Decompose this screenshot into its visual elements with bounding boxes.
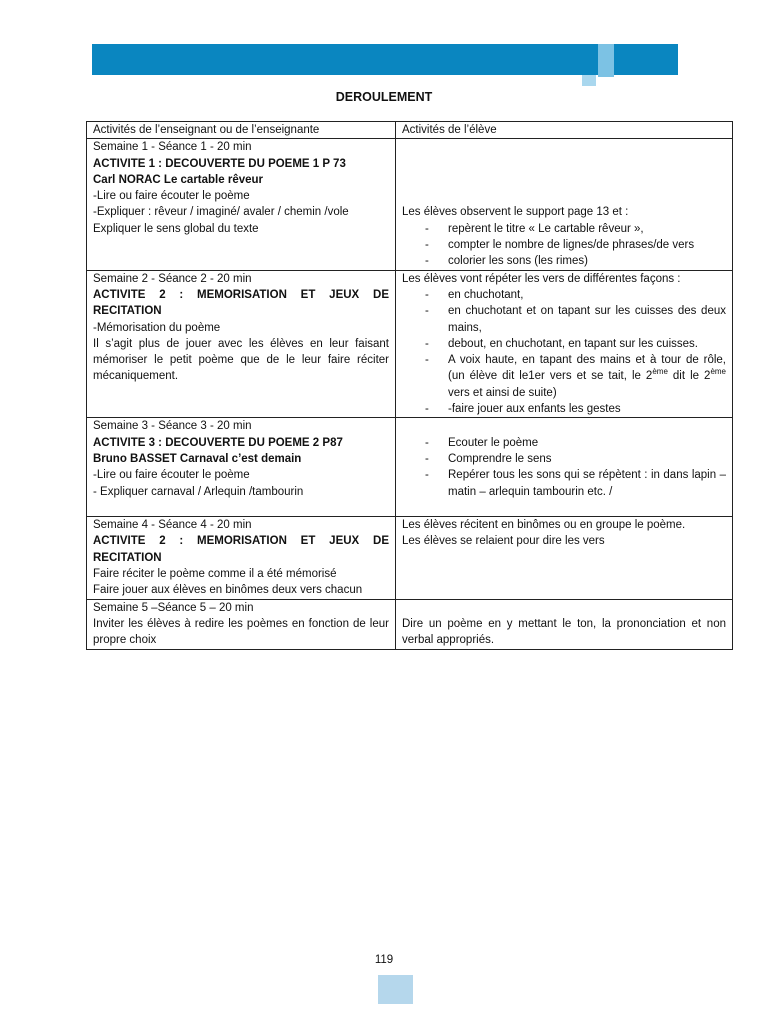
student-list (402, 435, 726, 500)
table-row (87, 270, 733, 418)
text-line: -Lire ou faire écouter le poème (93, 469, 250, 482)
lesson-table (86, 121, 733, 650)
student-cell (396, 517, 733, 599)
list-item: - compter le nombre de lignes/de phrases/de vers (402, 237, 726, 253)
table-row (87, 517, 733, 599)
footer-block (378, 975, 413, 1004)
header-bar (92, 44, 678, 75)
table-header-row (87, 122, 733, 139)
superscript: ème (652, 367, 668, 377)
activity-title: ACTIVITE 3 : DECOUVERTE DU POEME 2 P87 (93, 436, 343, 449)
list-item: - Repérer tous les sons qui se répètent : in dans lapin – matin – arlequin tambourin etc. / (402, 467, 726, 500)
list-item: - colorier les sons (les rimes) (402, 253, 726, 269)
header-decoration-small (582, 75, 596, 86)
activity-title: ACTIVITE 2 : MEMORISATION ET JEUX DE RECITATION (93, 535, 389, 564)
page-number: 119 (374, 954, 394, 966)
session-line: Semaine 1 - Séance 1 - 20 min (93, 141, 252, 154)
header-decoration (598, 44, 614, 77)
text-line: -Mémorisation du poème (93, 321, 221, 334)
teacher-cell (87, 270, 396, 418)
table-row (87, 418, 733, 517)
session-line: Semaine 3 - Séance 3 - 20 min (93, 420, 252, 433)
text-line: - Expliquer carnaval / Arlequin /tambourin (93, 485, 304, 498)
text-line: -Lire ou faire écouter le poème (93, 190, 250, 203)
text-line: Expliquer le sens global du texte (93, 222, 259, 235)
text-line: Faire réciter le poème comme il a été mémorisé (93, 568, 337, 581)
student-intro: Les élèves observent le support page 13 et : (402, 206, 629, 219)
list-item-text: vers et ainsi de suite) (448, 386, 557, 399)
text-line: Dire un poème en y mettant le ton, la prononciation et non verbal appropriés. (402, 617, 726, 647)
list-item: - -faire jouer aux enfants les gestes (402, 401, 726, 417)
teacher-cell (87, 599, 396, 649)
list-item-text: A voix haute, en tapant des mains et à tour de rôle, (un élève dit le1er vers et se tait, le 2 (448, 354, 726, 383)
text-line: Les élèves récitent en binômes ou en groupe le poème. (402, 519, 686, 532)
list-item: - debout, en chuchotant, en tapant sur les cuisses. (402, 336, 726, 352)
session-line: Semaine 5 –Séance 5 – 20 min (93, 601, 254, 614)
student-list (402, 287, 726, 417)
text-line: Inviter les élèves à redire les poèmes en fonction de leur propre choix (93, 617, 389, 647)
text-line: Les élèves se relaient pour dire les vers (402, 535, 605, 548)
activity-title: ACTIVITE 1 : DECOUVERTE DU POEME 1 P 73 (93, 157, 346, 170)
student-list (402, 221, 726, 270)
header-student: Activités de l’élève (396, 122, 733, 139)
list-item: - Comprendre le sens (402, 451, 726, 467)
teacher-cell (87, 139, 396, 270)
table-row (87, 599, 733, 649)
list-item-text: dit le 2 (667, 370, 711, 383)
list-item: - Ecouter le poème (402, 435, 726, 451)
superscript: ème (710, 367, 726, 377)
list-item: - repèrent le titre « Le cartable rêveur », (402, 221, 726, 237)
poem-title: Bruno BASSET Carnaval c’est demain (93, 452, 302, 465)
list-item: - en chuchotant et on tapant sur les cuisses des deux mains, (402, 303, 726, 336)
teacher-cell (87, 418, 396, 517)
student-intro: Les élèves vont répéter les vers de différentes façons : (402, 272, 681, 285)
student-cell (396, 139, 733, 270)
header-teacher: Activités de l’enseignant ou de l’enseignante (87, 122, 396, 139)
list-item (402, 352, 726, 401)
student-cell (396, 270, 733, 418)
session-line: Semaine 4 - Séance 4 - 20 min (93, 519, 252, 532)
list-item: - en chuchotant, (402, 287, 726, 303)
poem-title: Carl NORAC Le cartable rêveur (93, 173, 264, 186)
student-cell (396, 418, 733, 517)
activity-title: ACTIVITE 2 : MEMORISATION ET JEUX DE RECITATION (93, 288, 389, 318)
teacher-cell (87, 517, 396, 599)
table-row (87, 139, 733, 270)
text-line: Il s’agit plus de jouer avec les élèves en leur faisant mémoriser le petit poème que de le leur faire réciter mécaniquement. (93, 337, 389, 383)
text-line: Faire jouer aux élèves en binômes deux vers chacun (93, 584, 363, 597)
text-line: -Expliquer : rêveur / imaginé/ avaler / chemin /vole (93, 206, 349, 219)
session-line: Semaine 2 - Séance 2 - 20 min (93, 272, 252, 285)
page-title: DEROULEMENT (335, 90, 433, 104)
student-cell (396, 599, 733, 649)
